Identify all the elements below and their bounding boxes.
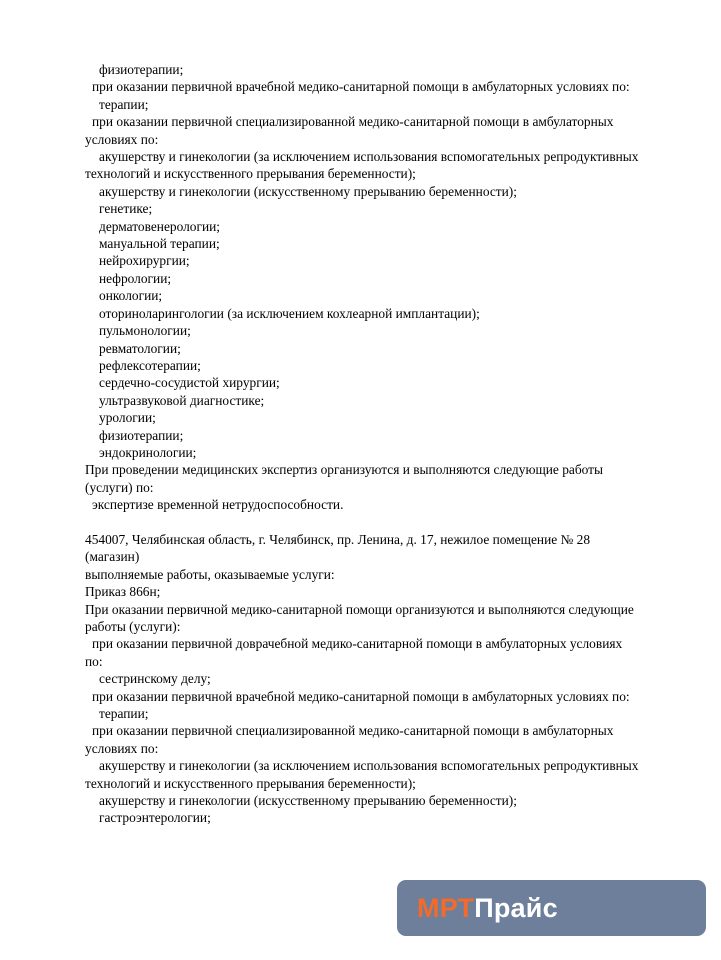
- section-gap: [85, 514, 690, 531]
- logo-part-price: Прайс: [474, 892, 558, 923]
- text-line: работы (услуги):: [85, 618, 181, 634]
- logo-part-mrt: МРТ: [417, 892, 475, 923]
- mrtprice-logo-text: [417, 893, 558, 924]
- text-line: рефлексотерапии;: [99, 357, 201, 373]
- text-line: физиотерапии;: [99, 427, 184, 443]
- text-line: по:: [85, 653, 103, 669]
- text-line: при оказании первичной врачебной медико-санитарной помощи в амбулаторных условиях по:: [92, 688, 630, 704]
- text-line: пульмонологии;: [99, 323, 191, 339]
- text-line: акушерству и гинекологии (искусственному прерыванию беременности);: [99, 793, 517, 809]
- text-line: акушерству и гинекологии (за исключением использования вспомогательных репродуктивных: [99, 149, 639, 165]
- text-line: при оказании первичной специализированной медико-санитарной помощи в амбулаторных: [92, 723, 614, 739]
- text-line: экспертизе временной нетрудоспособности.: [92, 497, 344, 513]
- text-line: мануальной терапии;: [99, 236, 220, 252]
- text-line: условиях по:: [85, 740, 159, 756]
- text-line: ревматологии;: [99, 340, 181, 356]
- text-line: сердечно-сосудистой хирургии;: [99, 375, 280, 391]
- text-line: генетике;: [99, 201, 153, 217]
- text-line: урологии;: [99, 410, 156, 426]
- section-address-services: [85, 531, 690, 827]
- text-line: при оказании первичной врачебной медико-санитарной помощи в амбулаторных условиях по:: [92, 79, 630, 95]
- text-line: сестринскому делу;: [99, 671, 211, 687]
- text-line: акушерству и гинекологии (за исключением использования вспомогательных репродуктивных: [99, 758, 639, 774]
- document-body: [85, 61, 690, 827]
- text-line: при оказании первичной специализированной медико-санитарной помощи в амбулаторных: [92, 114, 614, 130]
- text-line: технологий и искусственного прерывания беременности);: [85, 166, 416, 182]
- text-line: (услуги) по:: [85, 479, 154, 495]
- text-line: При проведении медицинских экспертиз организуются и выполняются следующие работы: [85, 462, 604, 478]
- text-line: онкологии;: [99, 288, 163, 304]
- text-line: эндокринологии;: [99, 444, 197, 460]
- text-line: оториноларингологии (за исключением кохлеарной имплантации);: [99, 305, 480, 321]
- text-line: при оказании первичной доврачебной медико-санитарной помощи в амбулаторных условиях: [92, 636, 623, 652]
- text-line: ультразвуковой диагностике;: [99, 392, 265, 408]
- text-line: При оказании первичной медико-санитарной помощи организуются и выполняются следующие: [85, 601, 634, 617]
- text-line: технологий и искусственного прерывания беременности);: [85, 775, 416, 791]
- mrtprice-badge[interactable]: [397, 880, 706, 936]
- text-line: условиях по:: [85, 131, 159, 147]
- text-line: выполняемые работы, оказываемые услуги:: [85, 566, 335, 582]
- text-line: нефрологии;: [99, 270, 172, 286]
- text-line: терапии;: [99, 706, 149, 722]
- text-line: гастроэнтерологии;: [99, 810, 211, 826]
- text-line: акушерству и гинекологии (искусственному прерыванию беременности);: [99, 183, 517, 199]
- section-services-list: [85, 61, 690, 514]
- text-line: дерматовенерологии;: [99, 218, 221, 234]
- text-line: нейрохирургии;: [99, 253, 190, 269]
- text-line: (магазин): [85, 549, 140, 565]
- text-line: терапии;: [99, 96, 149, 112]
- text-line: физиотерапии;: [99, 62, 184, 77]
- text-line: Приказ 866н;: [85, 584, 161, 600]
- text-line: 454007, Челябинская область, г. Челябинск, пр. Ленина, д. 17, нежилое помещение № 28: [85, 531, 591, 547]
